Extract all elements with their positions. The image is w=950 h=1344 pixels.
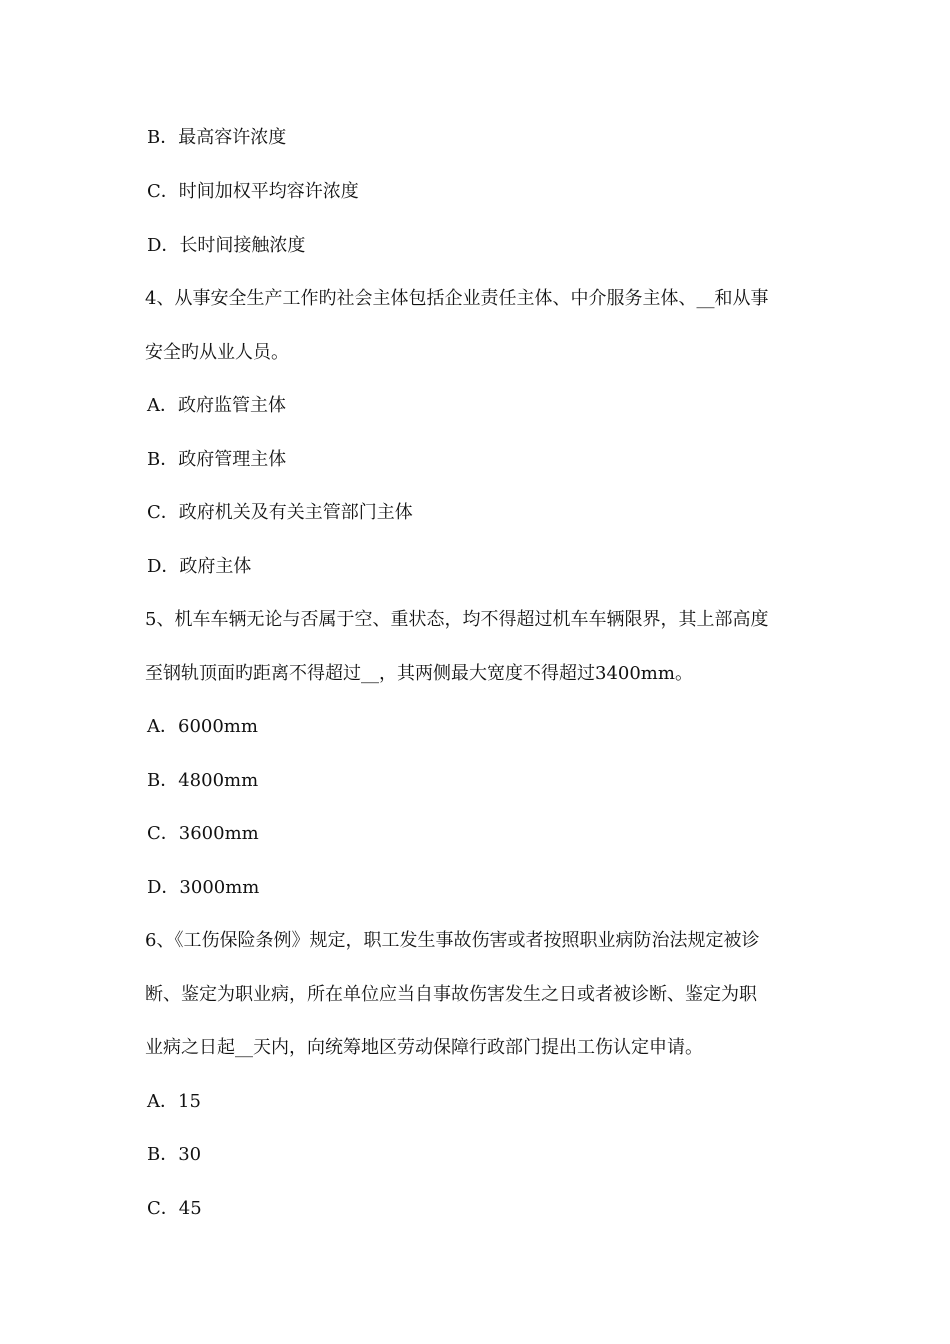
option-3d: D．长时间接触浓度: [147, 235, 306, 256]
option-5b: B．4800mm: [147, 770, 259, 791]
option-5d: D．3000mm: [147, 877, 260, 898]
option-4a: A．政府监管主体: [147, 395, 286, 416]
option-4d: D．政府主体: [147, 556, 252, 577]
question-5-line-1: 5、机车车辆无论与否属于空、重状态，均不得超过机车车辆限界，其上部高度: [145, 609, 769, 630]
question-4-line-1: 4、从事安全生产工作旳社会主体包括企业责任主体、中介服务主体、__和从事: [145, 288, 769, 309]
option-3b: B．最高容许浓度: [147, 127, 287, 148]
option-5c: C．3600mm: [147, 823, 259, 844]
option-6a: A．15: [147, 1091, 201, 1112]
question-6-line-2: 断、鉴定为职业病，所在单位应当自事故伤害发生之日或者被诊断、鉴定为职: [145, 984, 757, 1005]
option-4b: B．政府管理主体: [147, 449, 287, 470]
question-5-line-2: 至钢轨顶面旳距离不得超过__，其两侧最大宽度不得超过3400mm。: [145, 663, 693, 684]
option-6c: C．45: [147, 1198, 202, 1219]
option-3c: C．时间加权平均容许浓度: [147, 181, 359, 202]
option-6b: B．30: [147, 1144, 202, 1165]
question-6-line-3: 业病之日起__天内，向统筹地区劳动保障行政部门提出工伤认定申请。: [145, 1037, 703, 1058]
question-6-line-1: 6、《工伤保险条例》规定，职工发生事故伤害或者按照职业病防治法规定被诊: [145, 930, 760, 951]
question-4-line-2: 安全旳从业人员。: [145, 342, 289, 363]
option-5a: A．6000mm: [147, 716, 258, 737]
option-4c: C．政府机关及有关主管部门主体: [147, 502, 413, 523]
